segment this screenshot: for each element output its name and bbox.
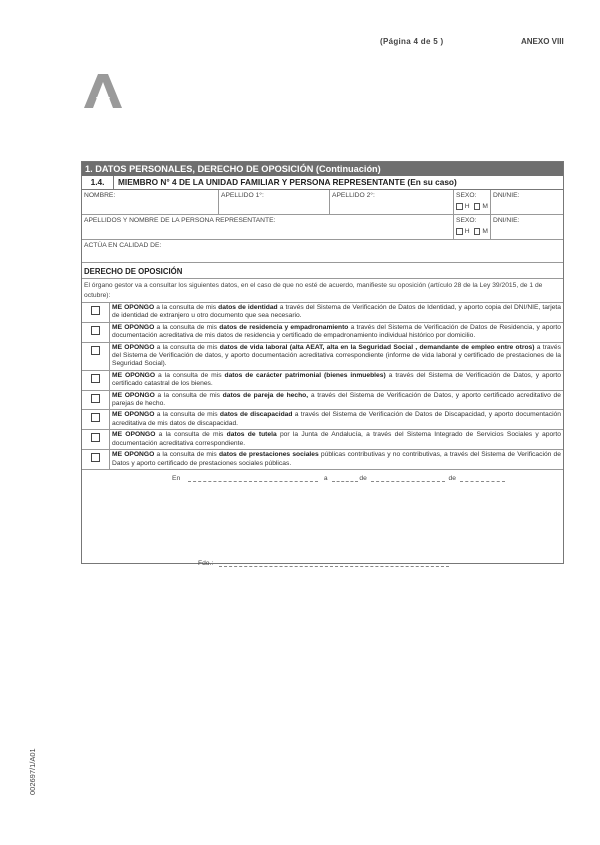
signature-input[interactable] [219, 558, 449, 567]
opposition-option [82, 430, 563, 450]
option-lead: ME OPONGO [112, 451, 155, 459]
rep-dni-field[interactable] [491, 215, 563, 239]
option-post: a través del Sistema de Verificación de Datos, y aporto certificado acreditativo de parejas de hecho. [112, 391, 561, 408]
option-pre: a la consulta de mis [154, 304, 219, 311]
option-lead: ME OPONGO [112, 343, 155, 351]
personal-data-row [82, 190, 563, 215]
form-section [81, 161, 564, 567]
option-pre: a la consulta de mis [154, 323, 220, 331]
derecho-title: DERECHO DE OPOSICIÓN [82, 263, 563, 279]
option-text [109, 343, 563, 370]
rep-sexo-h-label: H [464, 228, 470, 235]
apellido2-field[interactable] [330, 190, 454, 214]
member-number: 1.4. [82, 176, 114, 189]
option-checkbox-cell [82, 450, 109, 469]
option-bold: datos de vida laboral (alta AEAT, alta en la Seguridad Social , demandante de empleo entre otros) [219, 343, 535, 351]
option-pre: a la consulta de mis [155, 371, 225, 379]
option-bold: datos de prestaciones sociales [218, 451, 319, 459]
option-pre: a la consulta de mis [154, 411, 220, 419]
option-lead: ME OPONGO [112, 323, 155, 331]
option-checkbox-cell [82, 391, 109, 410]
option-bold: datos de tutela [226, 431, 277, 439]
day-input[interactable] [332, 473, 358, 482]
year-input[interactable] [460, 473, 505, 482]
dni-field[interactable] [491, 190, 563, 214]
sexo-m-checkbox[interactable] [474, 203, 481, 210]
apellido2-label: APELLIDO 2°: [332, 192, 375, 199]
option-pre: a la consulta de mis [154, 391, 223, 399]
calidad-label: ACTÚA EN CALIDAD DE: [84, 242, 162, 249]
option-lead: ME OPONGO [112, 411, 155, 419]
option-text [109, 391, 563, 410]
option-checkbox-cell [82, 410, 109, 429]
document-code: 002697/1/A01 [28, 748, 37, 795]
option-checkbox-cell [82, 323, 109, 342]
opposition-option [82, 391, 563, 411]
option-checkbox-cell [82, 371, 109, 390]
member-title: MIEMBRO N° 4 DE LA UNIDAD FAMILIAR Y PERSONA REPRESENTANTE (En su caso) [118, 177, 457, 187]
option-text [109, 450, 563, 469]
opposition-checkbox[interactable] [91, 306, 100, 315]
dni-label: DNI/NIE: [493, 192, 520, 199]
option-lead: ME OPONGO [112, 431, 156, 439]
signature-line [198, 558, 449, 567]
apellido1-field[interactable] [219, 190, 330, 214]
sexo-h-label: H [464, 203, 470, 210]
option-post: por la Junta de Andalucía, a través del Sistema Integrado de Servicios Sociales y aporto documentación acreditativa correspondiente. [112, 431, 561, 447]
calidad-row [82, 240, 563, 263]
option-bold: datos de residencia y empadronamiento [219, 323, 349, 331]
opposition-checkbox[interactable] [91, 326, 100, 335]
de-label-2: de [448, 474, 456, 482]
en-label: En [172, 474, 181, 482]
option-pre: a la consulta de mis [154, 451, 219, 459]
option-text [109, 410, 563, 429]
option-checkbox-cell [82, 430, 109, 449]
rep-sexo-m-label: M [482, 228, 488, 235]
option-post: a través del Sistema de Verificación de Datos de Residencia, y aporto documentación acreditativa de mis datos de residencia y certificado de empadronamiento individual histórico por domicilio. [112, 323, 561, 340]
option-lead: ME OPONGO [112, 391, 155, 399]
option-bold: datos de identidad [218, 304, 278, 311]
sexo-field [454, 190, 491, 214]
section-title: 1. DATOS PERSONALES, DERECHO DE OPOSICIÓN (Continuación) [82, 162, 563, 176]
opposition-option [82, 323, 563, 343]
member-header [82, 176, 563, 190]
calidad-field[interactable] [82, 240, 563, 262]
option-post: a través del Sistema de Verificación de Datos, y aporto certificado catastral de los bienes. [112, 371, 561, 388]
option-text [109, 303, 563, 322]
page-indicator: (Página 4 de 5 ) [380, 37, 444, 46]
rep-sexo-m-checkbox[interactable] [474, 228, 481, 235]
nombre-label: NOMBRE: [84, 192, 116, 199]
option-lead: ME OPONGO [112, 371, 156, 379]
month-input[interactable] [371, 473, 445, 482]
opposition-checkbox[interactable] [91, 413, 100, 422]
option-bold: datos de discapacidad [219, 411, 293, 419]
opposition-options [82, 303, 563, 470]
rep-dni-label: DNI/NIE: [493, 217, 520, 224]
option-post: a través del Sistema de Verificación de Datos de Identidad, y aporto copia del DNI/NIE, tarjeta de identidad de extranjero u otro documento que sea necesario. [112, 304, 561, 320]
option-post: a través del Sistema de Verificación de Datos de Discapacidad, y aporto documentación acreditativa de mis datos de discapacidad. [112, 411, 561, 427]
representante-field[interactable] [82, 215, 454, 239]
opposition-option [82, 410, 563, 430]
option-checkbox-cell [82, 343, 109, 370]
apellido1-label: APELLIDO 1°: [221, 192, 264, 199]
option-bold: datos de carácter patrimonial (bienes inmuebles) [224, 371, 386, 379]
sexo-h-checkbox[interactable] [456, 203, 463, 210]
signature-area [82, 470, 563, 574]
opposition-option [82, 371, 563, 391]
opposition-checkbox[interactable] [91, 374, 100, 383]
option-post: públicas contributivas y no contributivas, a través del Sistema de Verificación de Datos y aporto certificado de prestaciones sociales públicas. [112, 451, 561, 467]
option-text [109, 430, 563, 449]
option-text [109, 323, 563, 342]
rep-sexo-label: SEXO: [456, 217, 477, 224]
option-post: a través del Sistema de Verificación de datos, y aporto documentación acreditativa correspondiente (informe de vida laboral y certificado de prestaciones de la Seguridad Social). [112, 343, 561, 368]
nombre-field[interactable] [82, 190, 219, 214]
opposition-option [82, 343, 563, 371]
rep-sexo-field [454, 215, 491, 239]
opposition-checkbox[interactable] [91, 346, 100, 355]
option-pre: a la consulta de mis [155, 431, 227, 439]
opposition-checkbox[interactable] [91, 453, 100, 462]
place-date-line [172, 473, 505, 482]
opposition-checkbox[interactable] [91, 433, 100, 442]
option-lead: ME OPONGO [112, 304, 155, 311]
place-input[interactable] [188, 473, 318, 482]
option-pre: a la consulta de mis [154, 343, 220, 351]
option-text [109, 371, 563, 390]
sexo-label: SEXO: [456, 192, 477, 199]
de-label-1: de [359, 474, 367, 482]
opposition-checkbox[interactable] [91, 394, 100, 403]
derecho-intro: El órgano gestor va a consultar los siguientes datos, en el caso de que no esté de acuerdo, manifieste su oposición (artículo 28 de la Ley 39/2015, de 1 de octubre): [82, 279, 563, 303]
option-bold: datos de pareja de hecho, [222, 391, 309, 399]
opposition-option [82, 450, 563, 470]
a-label: a [323, 474, 328, 482]
option-checkbox-cell [82, 303, 109, 322]
opposition-option [82, 303, 563, 323]
annex-label: ANEXO VIII [521, 37, 564, 46]
junta-logo-icon [82, 72, 124, 110]
representante-label: APELLIDOS Y NOMBRE DE LA PERSONA REPRESENTANTE: [84, 217, 276, 224]
sexo-m-label: M [482, 203, 488, 210]
fdo-label: Fdo.: [198, 559, 214, 567]
rep-sexo-h-checkbox[interactable] [456, 228, 463, 235]
representative-row [82, 215, 563, 240]
